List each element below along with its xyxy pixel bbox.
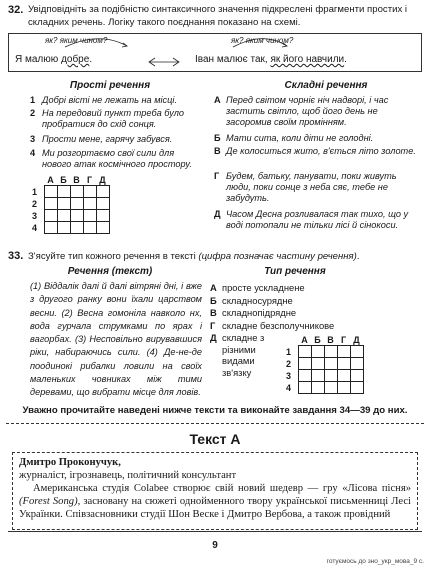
page-number: 9 xyxy=(212,540,218,551)
text-a-content xyxy=(13,453,417,524)
answer-cell[interactable] xyxy=(96,198,109,210)
grid-corner xyxy=(286,334,298,346)
simple-sentence-number: 4 xyxy=(30,148,36,158)
answer-grid-row xyxy=(32,186,109,198)
simple-sentence-text: Прости мене, гарячу забувся. xyxy=(42,134,173,144)
complex-sentence-text: Будем, батьку, панувати, поки живуть люди, поки сонце з неба сяє, тебе не забудуть. xyxy=(226,171,397,203)
task-32-number: 32. xyxy=(8,4,24,16)
footer-rule xyxy=(8,531,422,532)
answer-cell[interactable] xyxy=(83,186,96,198)
answer-grid-row xyxy=(286,370,363,382)
dashed-separator xyxy=(6,423,424,424)
grid-row-label: 3 xyxy=(286,370,292,381)
text-sentences-header: Речення (текст) xyxy=(67,266,153,277)
answer-cell[interactable] xyxy=(337,358,350,370)
scheme-left-underlined: добре xyxy=(61,54,90,65)
sentence-type-a xyxy=(210,282,340,294)
task-33-number: 33. xyxy=(8,250,24,262)
text-a-paragraph-start: Американська студія Colabee створює свій новий шедевр — гру «Лісова пісня» xyxy=(33,483,411,494)
answer-cell[interactable] xyxy=(57,186,70,198)
complex-sentence-b xyxy=(214,133,420,144)
answer-cell[interactable] xyxy=(44,222,57,234)
answer-cell[interactable] xyxy=(57,210,70,222)
grid-row-label: 2 xyxy=(286,358,292,369)
answer-grid-33 xyxy=(286,334,364,394)
complex-sentence-text: Де колоситься жито, в'ється літо золоте. xyxy=(226,146,416,156)
scheme-left-end: . xyxy=(89,54,93,65)
answer-grid-header xyxy=(32,174,109,186)
task-33-instruction-end: . xyxy=(356,251,360,262)
sentence-type-text: просте ускладнене xyxy=(222,282,305,293)
sentence-type-letter: А xyxy=(210,282,217,293)
answer-grid-row xyxy=(286,382,363,394)
grid-col-label: А xyxy=(301,334,308,345)
grid-col-label: В xyxy=(73,174,80,185)
grid-col-label: Б xyxy=(314,334,321,345)
complex-sentence-a xyxy=(214,95,420,128)
simple-sentence-1 xyxy=(30,95,200,106)
answer-cell[interactable] xyxy=(83,198,96,210)
scheme-right-underlined: як його навчили xyxy=(270,54,345,65)
answer-cell[interactable] xyxy=(311,358,324,370)
syntax-scheme xyxy=(8,33,422,72)
answer-cell[interactable] xyxy=(337,346,350,358)
task-33-text: (1) Віддалік далі й далі вітряні дні, і вже з другого ранку вони їхали царством весни. (2) Весна гомоніла навколо нх, вода гурчала струмками по ярах і вагорбах. (3) Несповільно вирувавшися ріки, набираючись сили. (4) Де-не-де поодинокі рибалки ловили на своїх маленьких човниках між тими деревами, що вибрати місце для ловів. xyxy=(30,281,202,398)
grid-row-label: 1 xyxy=(286,346,292,357)
complex-sentence-d xyxy=(214,209,420,231)
grid-col-label: А xyxy=(47,174,54,185)
answer-cell[interactable] xyxy=(70,198,83,210)
answer-cell[interactable] xyxy=(350,358,363,370)
sentence-type-letter: В xyxy=(210,307,217,318)
answer-grid-row xyxy=(286,346,363,358)
sentence-type-letter: Г xyxy=(210,319,216,331)
complex-sentence-text: Перед світом чорніє ніч надворі, і час застить світло, щоб його день не засоромив своїм промінням. xyxy=(226,95,389,127)
scheme-question-right: як? яким чином? xyxy=(231,36,294,45)
complex-sentence-letter: А xyxy=(214,95,221,105)
grid-row-label: 4 xyxy=(286,382,292,393)
complex-sentences-header: Складні речення xyxy=(284,80,368,91)
task-33-instruction-note: (цифра позначає частину речення) xyxy=(198,251,357,262)
answer-cell[interactable] xyxy=(83,210,96,222)
answer-cell[interactable] xyxy=(298,370,311,382)
answer-cell[interactable] xyxy=(324,346,337,358)
answer-cell[interactable] xyxy=(337,382,350,394)
task-32-instruction: Увідповідніть за подібністю синтаксичного значення підкреслені фрагменти простих і складних речень. Логіку такого поєднання показано на схемі. xyxy=(28,4,408,28)
task-33-instruction xyxy=(28,251,420,264)
grid-row-label: 4 xyxy=(32,222,38,233)
grid-col-label: В xyxy=(327,334,334,345)
sentence-type-v xyxy=(210,307,340,319)
answer-cell[interactable] xyxy=(96,186,109,198)
complex-sentence-v xyxy=(214,146,420,157)
answer-cell[interactable] xyxy=(311,346,324,358)
simple-sentence-number: 2 xyxy=(30,108,36,118)
simple-sentence-text: Ми розгортаємо свої сили для нового атак космічного простору. xyxy=(42,148,192,169)
simple-sentence-number: 1 xyxy=(30,95,36,105)
sentence-type-text: складне безсполучникове xyxy=(222,319,335,331)
answer-cell[interactable] xyxy=(311,370,324,382)
answer-cell[interactable] xyxy=(70,210,83,222)
sentence-types-header: Тип речення xyxy=(264,266,326,277)
complex-sentence-text: Часом Десна розливалася так тихо, що у воді потопали не тільки лісі й сінокоси. xyxy=(226,209,409,230)
answer-cell[interactable] xyxy=(70,186,83,198)
sentence-type-letter: Д xyxy=(210,332,217,343)
grid-corner xyxy=(32,174,44,186)
text-a-author: Дмитро Проконучук, xyxy=(19,457,121,468)
complex-sentence-letter: Г xyxy=(214,171,220,181)
answer-cell[interactable] xyxy=(298,358,311,370)
scheme-question-left: як? яким чином? xyxy=(45,36,108,45)
text-a-paragraph-italic: (Forest Song), xyxy=(19,496,81,507)
text-a-paragraph xyxy=(19,482,411,521)
footer-note: готуємось до зно_укр_мова_9 с. xyxy=(326,558,424,565)
answer-cell[interactable] xyxy=(350,370,363,382)
grid-col-label: Б xyxy=(60,174,67,185)
complex-sentence-letter: В xyxy=(214,146,221,156)
complex-sentence-text: Мати сита, коли діти не голодні. xyxy=(226,133,374,143)
answer-cell[interactable] xyxy=(324,358,337,370)
task-33-instruction-text: З'ясуйте тип кожного речення в тексті xyxy=(28,251,199,262)
answer-cell[interactable] xyxy=(96,210,109,222)
sentence-type-b xyxy=(210,295,340,307)
scheme-complex-sentence xyxy=(195,54,347,65)
grid-row-label: 1 xyxy=(32,186,38,197)
answer-grid-row xyxy=(32,222,109,234)
sentence-type-letter: Б xyxy=(210,294,217,306)
grid-col-label: Г xyxy=(86,174,93,185)
simple-sentence-text: Добрі вісті не лежать на місці. xyxy=(42,95,177,105)
answer-grid-row xyxy=(32,198,109,210)
answer-cell[interactable] xyxy=(337,370,350,382)
answer-grid-row xyxy=(32,210,109,222)
answer-cell[interactable] xyxy=(311,382,324,394)
answer-cell[interactable] xyxy=(298,382,311,394)
text-a-paragraph-end: засновану на сюжеті однойменного твору української письменниці Лесі Українки. Співзасновники студії Шон Веске і Дмитро Вербова, а також провідний xyxy=(19,496,411,520)
simple-sentence-2 xyxy=(30,108,200,130)
text-a-author-role: журналіст, ігрознавець, політичний консультант xyxy=(19,470,237,481)
text-a-title: Текст А xyxy=(189,431,241,447)
simple-sentence-text: На передовий пункт треба було пробратися до схід сонця. xyxy=(42,108,185,129)
answer-cell[interactable] xyxy=(57,198,70,210)
answer-cell[interactable] xyxy=(350,346,363,358)
grid-row-label: 3 xyxy=(32,210,38,221)
answer-cell[interactable] xyxy=(298,346,311,358)
sentence-type-d xyxy=(210,332,284,378)
answer-cell[interactable] xyxy=(57,222,70,234)
grid-col-label: Г xyxy=(340,334,347,345)
answer-grid-row xyxy=(286,358,363,370)
simple-sentences-header: Прості речення xyxy=(69,80,151,91)
simple-sentence-4 xyxy=(30,148,200,170)
answer-cell[interactable] xyxy=(44,198,57,210)
text-a-box xyxy=(12,452,418,530)
answer-cell[interactable] xyxy=(44,210,57,222)
answer-cell[interactable] xyxy=(83,222,96,234)
complex-sentence-g xyxy=(214,171,420,204)
scheme-left-text: Я малюю xyxy=(15,54,62,65)
simple-sentence-3 xyxy=(30,134,200,145)
instruction-banner: Уважно прочитайте наведені нижче тексти та виконайте завдання 34—39 до них. xyxy=(22,405,408,416)
grid-row-label: 2 xyxy=(32,198,38,209)
grid-col-label: Д xyxy=(99,174,106,185)
answer-cell[interactable] xyxy=(324,382,337,394)
sentence-type-text: складне з різними видами зв'язку xyxy=(222,332,265,378)
complex-sentence-letter: Д xyxy=(214,209,221,219)
scheme-simple-sentence xyxy=(15,54,92,65)
answer-cell[interactable] xyxy=(324,370,337,382)
answer-cell[interactable] xyxy=(70,222,83,234)
sentence-type-text: складнопідрядне xyxy=(222,307,297,318)
complex-sentence-letter: Б xyxy=(214,133,221,143)
grid-col-label: Д xyxy=(353,334,360,345)
answer-cell[interactable] xyxy=(44,186,57,198)
scheme-right-text: Іван малює так, xyxy=(195,54,271,65)
sentence-type-text: складносурядне xyxy=(222,294,293,306)
scheme-right-end: . xyxy=(344,54,347,65)
answer-cell[interactable] xyxy=(96,222,109,234)
answer-grid-32 xyxy=(32,174,110,234)
answer-cell[interactable] xyxy=(350,382,363,394)
answer-grid-header xyxy=(286,334,363,346)
sentence-type-g xyxy=(210,320,340,332)
simple-sentence-number: 3 xyxy=(30,134,36,144)
